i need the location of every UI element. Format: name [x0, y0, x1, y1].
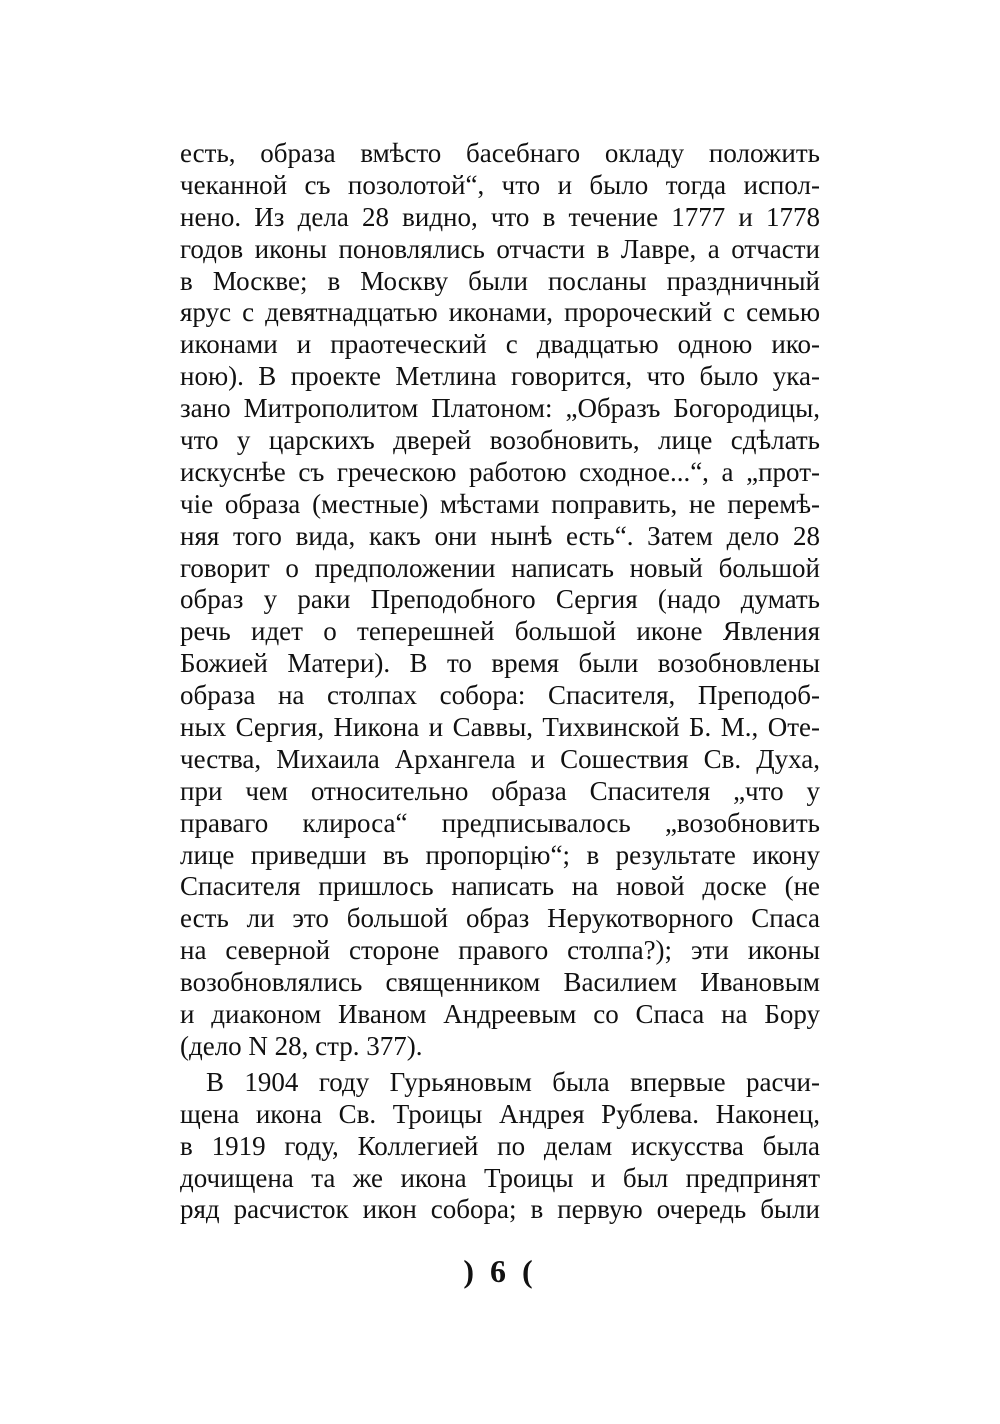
text-line: лице приведши въ пропорцiю“; в результате икону — [180, 839, 820, 870]
text-line: нено. Из дела 28 видно, что в течение 1777 и 1778 — [180, 201, 820, 232]
text-line: образ у раки Преподобного Сергия (надо думать — [180, 584, 820, 615]
text-line: Божией Матери). В то время были возобновлены — [180, 648, 820, 679]
text-line: В 1904 году Гурьяновым была впервые расчи- — [206, 1066, 820, 1097]
text-line: есть ли это большой образ Нерукотворного Спаса — [180, 903, 820, 934]
text-line: праваго клироса“ предписывалось „возобновить — [180, 807, 820, 838]
text-line: щена икона Св. Троицы Андрея Рублева. Наконец, — [180, 1098, 820, 1129]
text-line: возобновлялись священником Василием Ивановым — [180, 967, 820, 998]
text-line: няя того вида, какъ они нынѣ есть“. Затем дело 28 — [180, 520, 820, 551]
text-line: что у царскихъ дверей возобновить, лице сдѣлать — [180, 425, 820, 456]
text-line: Спасителя пришлось написать на новой доске (не — [180, 871, 820, 902]
text-line: годов иконы поновлялись отчасти в Лавре, а отчасти — [180, 233, 820, 264]
text-line: в Москве; в Москву были посланы праздничный — [180, 265, 820, 296]
text-line: чества, Михаила Архангела и Сошествия Св. Духа, — [180, 743, 820, 774]
text-line: говорит о предположении написать новый большой — [180, 552, 820, 583]
text-line: иконами и праотеческий с двадцатью одною ико- — [180, 329, 820, 360]
text-line: есть, образа вмѣсто басебнаго окладу положить — [180, 138, 820, 168]
text-line: на северной стороне правого столпа?); эти иконы — [180, 935, 820, 966]
text-line: при чем относительно образа Спасителя „что у — [180, 775, 820, 806]
text-line: образа на столпах собора: Спасителя, Преподоб- — [180, 680, 820, 711]
text-line: ярус с девятнадцатью иконами, пророческий с семью — [180, 297, 820, 328]
paragraph-2 — [180, 1067, 820, 1226]
text-line: в 1919 году, Коллегией по делам искусства была — [180, 1130, 820, 1161]
text-line: ною). В проекте Метлина говорится, что было ука- — [180, 361, 820, 392]
text-line: и диаконом Иваном Андреевым со Спаса на Бору — [180, 999, 820, 1030]
text-line: дочищена та же икона Троицы и был предпринят — [180, 1162, 820, 1193]
text-line: ряд расчисток икон собора; в первую очередь были — [180, 1194, 820, 1225]
page-number: ) 6 ( — [463, 1253, 537, 1289]
text-line: чеканной съ позолотой“, что и было тогда испол- — [180, 169, 820, 200]
text-line: искуснѣе съ греческою работою сходное...“, а „прот- — [180, 456, 820, 487]
text-line: речь идет о теперешней большой иконе Явления — [180, 616, 820, 647]
body-text — [180, 138, 820, 1226]
text-line: ных Сергия, Никона и Саввы, Тихвинской Б. М., Оте- — [180, 712, 820, 743]
text-line: чiе образа (местные) мѣстами поправить, не перемѣ- — [180, 488, 820, 519]
paragraph-1 — [180, 138, 820, 1063]
text-line: зано Митрополитом Платоном: „Образъ Богородицы, — [180, 393, 820, 424]
text-line: (дело N 28, стр. 377). — [180, 1030, 423, 1061]
